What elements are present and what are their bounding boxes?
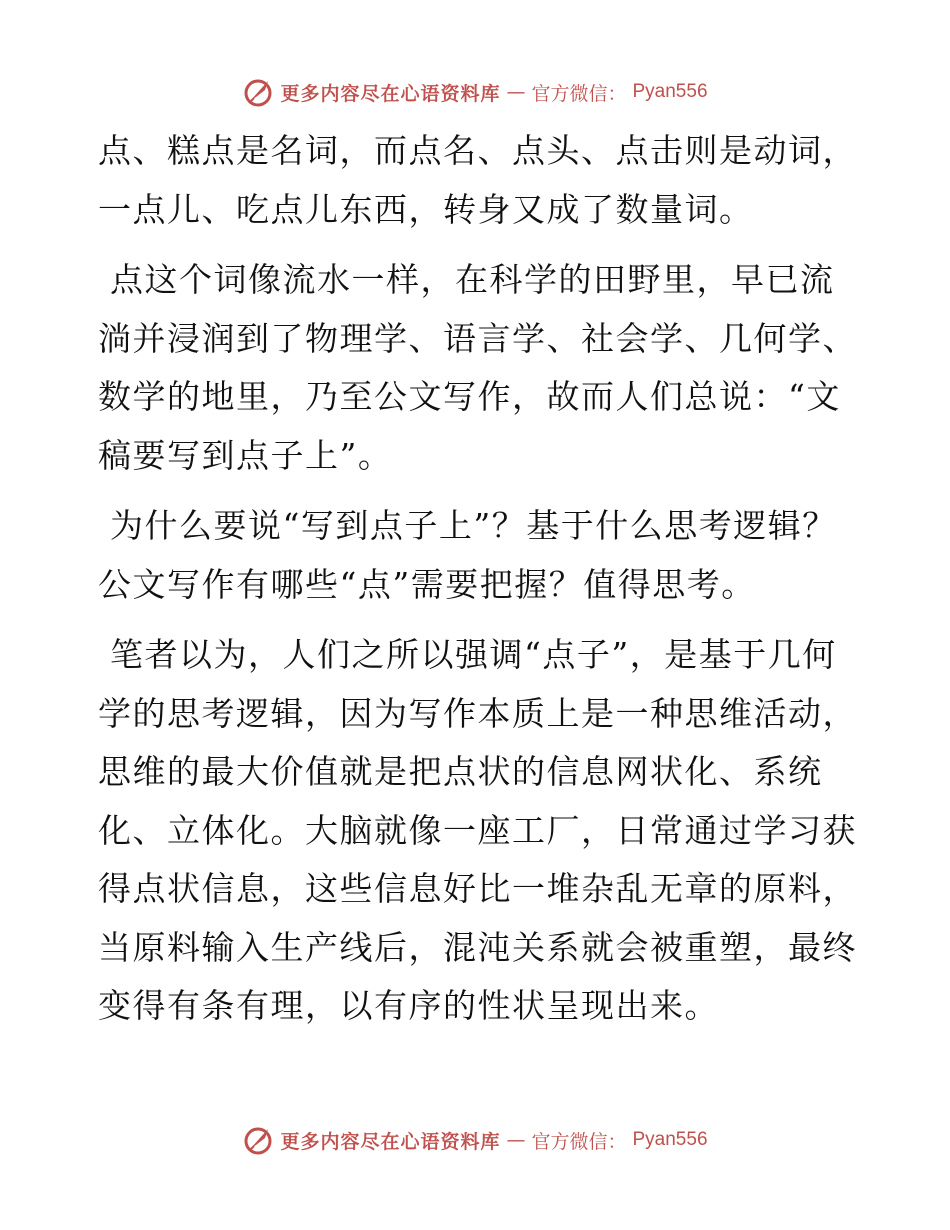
document-body bbox=[98, 122, 858, 1048]
watermark-contact-id: Pyan556 bbox=[632, 81, 708, 102]
header-watermark bbox=[0, 72, 950, 112]
paragraph-2: 点这个词像流水一样，在科学的田野里，早已流淌并浸润到了物理学、语言学、社会学、几何学、数学的地里，乃至公文写作，故而人们总说：“文稿要写到点子上”。 bbox=[98, 260, 857, 475]
watermark-separator: — bbox=[506, 81, 526, 103]
watermark-contact-label: 官方微信： bbox=[531, 82, 627, 105]
feather-pen-logo-icon bbox=[242, 1124, 274, 1156]
footer-watermark bbox=[0, 1120, 950, 1160]
paragraph-4: 笔者以为，人们之所以强调“点子”，是基于几何学的思考逻辑，因为写作本质上是一种思维活动，思维的最大价值就是把点状的信息网状化、系统化、立体化。大脑就像一座工厂，日常通过学习获得点状信息，这些信息好比一堆杂乱无章的原料，当原料输入生产线后，混沌关系就会被重塑，最终变得有条有理，以有序的性状呈现出来。 bbox=[98, 635, 857, 1025]
feather-pen-logo-icon bbox=[242, 76, 274, 108]
watermark-separator: — bbox=[506, 1129, 526, 1151]
paragraph-3: 为什么要说“写到点子上”？基于什么思考逻辑？公文写作有哪些“点”需要把握？值得思考。 bbox=[98, 506, 837, 604]
watermark-brand: 更多内容尽在心语资料库 bbox=[280, 1130, 501, 1153]
watermark-contact-label: 官方微信： bbox=[531, 1130, 627, 1153]
watermark-contact-id: Pyan556 bbox=[632, 1129, 708, 1150]
paragraph-1: 点、糕点是名词，而点名、点头、点击则是动词，一点儿、吃点儿东西，转身又成了数量词。 bbox=[98, 131, 857, 229]
watermark-brand: 更多内容尽在心语资料库 bbox=[280, 82, 501, 105]
